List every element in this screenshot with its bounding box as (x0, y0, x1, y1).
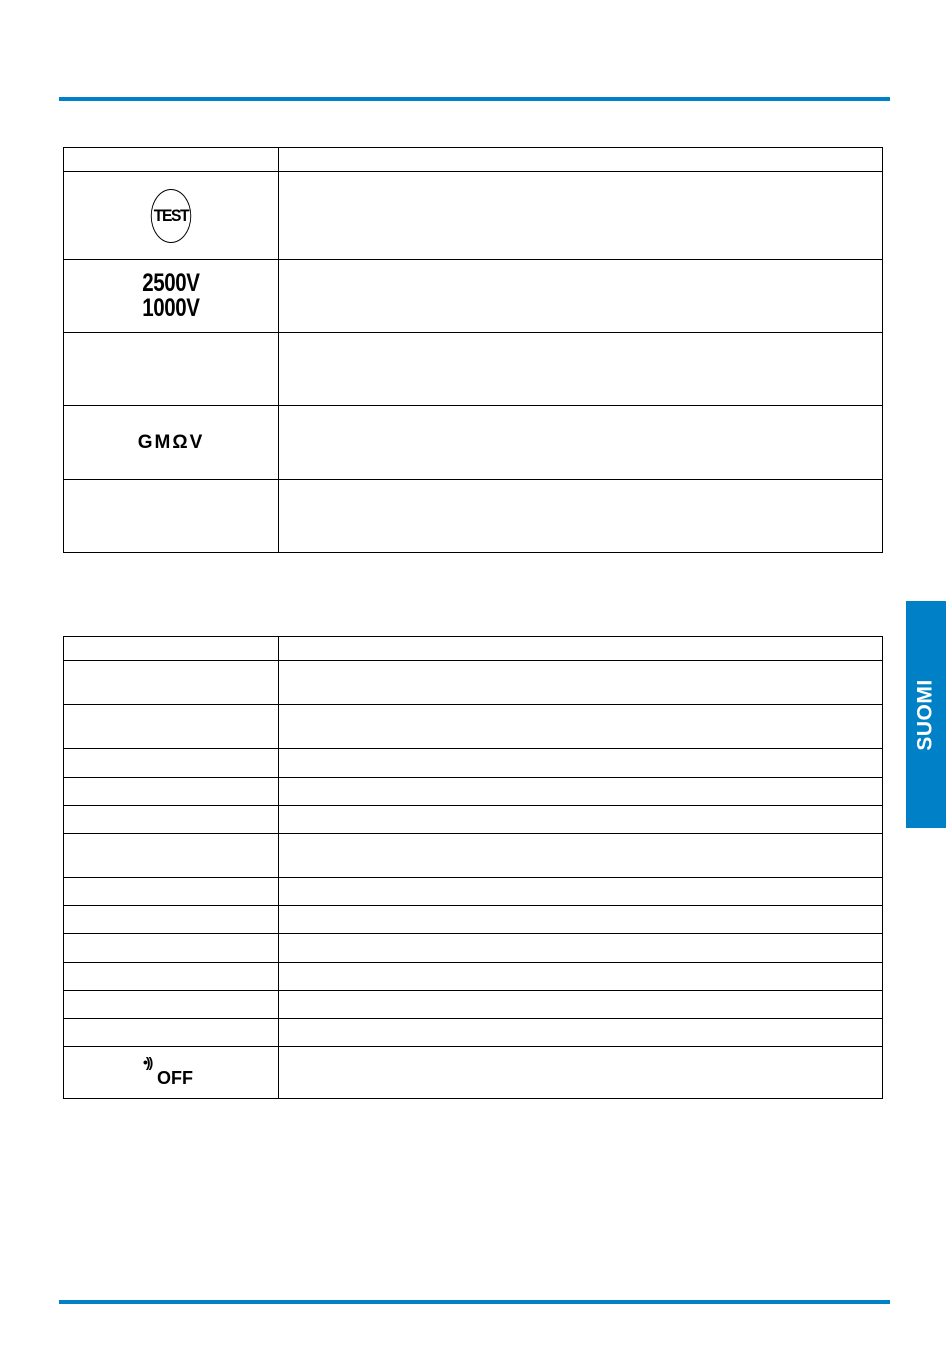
table-row (64, 661, 883, 705)
table-row (64, 705, 883, 749)
table-row (64, 806, 883, 834)
description-cell (279, 260, 883, 333)
description-cell (279, 406, 883, 480)
symbol-cell (64, 991, 279, 1019)
symbol-cell (64, 778, 279, 806)
header-rule (59, 97, 890, 101)
description-cell (279, 778, 883, 806)
symbol-cell (64, 834, 279, 878)
table-row (64, 260, 883, 333)
description-cell (279, 172, 883, 260)
table-header-row (64, 148, 883, 172)
symbol-cell (64, 963, 279, 991)
description-cell (279, 705, 883, 749)
header-cell (64, 148, 279, 172)
symbol-cell (64, 934, 279, 963)
table-row (64, 480, 883, 553)
table-row (64, 406, 883, 480)
functions-table (63, 636, 883, 1099)
description-cell (279, 991, 883, 1019)
table-row (64, 749, 883, 778)
description-cell (279, 1047, 883, 1099)
symbol-cell (64, 661, 279, 705)
description-cell (279, 878, 883, 906)
description-cell (279, 806, 883, 834)
table-row (64, 878, 883, 906)
description-cell (279, 333, 883, 406)
table-row (64, 333, 883, 406)
description-cell (279, 480, 883, 553)
footer-rule (59, 1300, 890, 1304)
language-side-tab (906, 601, 946, 828)
symbol-cell (64, 906, 279, 934)
voltage-range-icon (142, 271, 199, 321)
symbol-cell (64, 1019, 279, 1047)
table-row (64, 934, 883, 963)
symbol-cell (64, 878, 279, 906)
symbol-cell (64, 333, 279, 406)
table-row (64, 172, 883, 260)
header-cell (64, 637, 279, 661)
table-row (64, 1019, 883, 1047)
table-row (64, 906, 883, 934)
beep-icon: •)) (143, 1054, 152, 1070)
test-button-icon: TEST (151, 189, 191, 243)
symbol-cell (64, 260, 279, 333)
description-cell (279, 906, 883, 934)
table-header-row (64, 637, 883, 661)
off-label: OFF (157, 1068, 193, 1088)
table-row (64, 778, 883, 806)
table-row (64, 991, 883, 1019)
table-row (64, 834, 883, 878)
symbol-cell (64, 172, 279, 260)
symbol-cell (64, 806, 279, 834)
description-cell (279, 963, 883, 991)
symbol-cell (64, 1047, 279, 1099)
symbol-cell (64, 406, 279, 480)
table-row (64, 963, 883, 991)
symbol-cell (64, 705, 279, 749)
description-cell (279, 834, 883, 878)
symbol-cell (64, 480, 279, 553)
symbol-cell (64, 749, 279, 778)
description-cell (279, 1019, 883, 1047)
voltage-line: 2500V (142, 269, 200, 297)
table-row (64, 1047, 883, 1099)
description-cell (279, 934, 883, 963)
description-cell (279, 749, 883, 778)
voltage-line: 1000V (142, 294, 200, 322)
description-cell (279, 661, 883, 705)
header-cell (279, 148, 883, 172)
language-label: SUOMI (914, 678, 937, 751)
units-icon: GMΩV (137, 431, 205, 453)
symbols-table (63, 147, 883, 553)
beep-off-icon (131, 1050, 211, 1090)
header-cell (279, 637, 883, 661)
